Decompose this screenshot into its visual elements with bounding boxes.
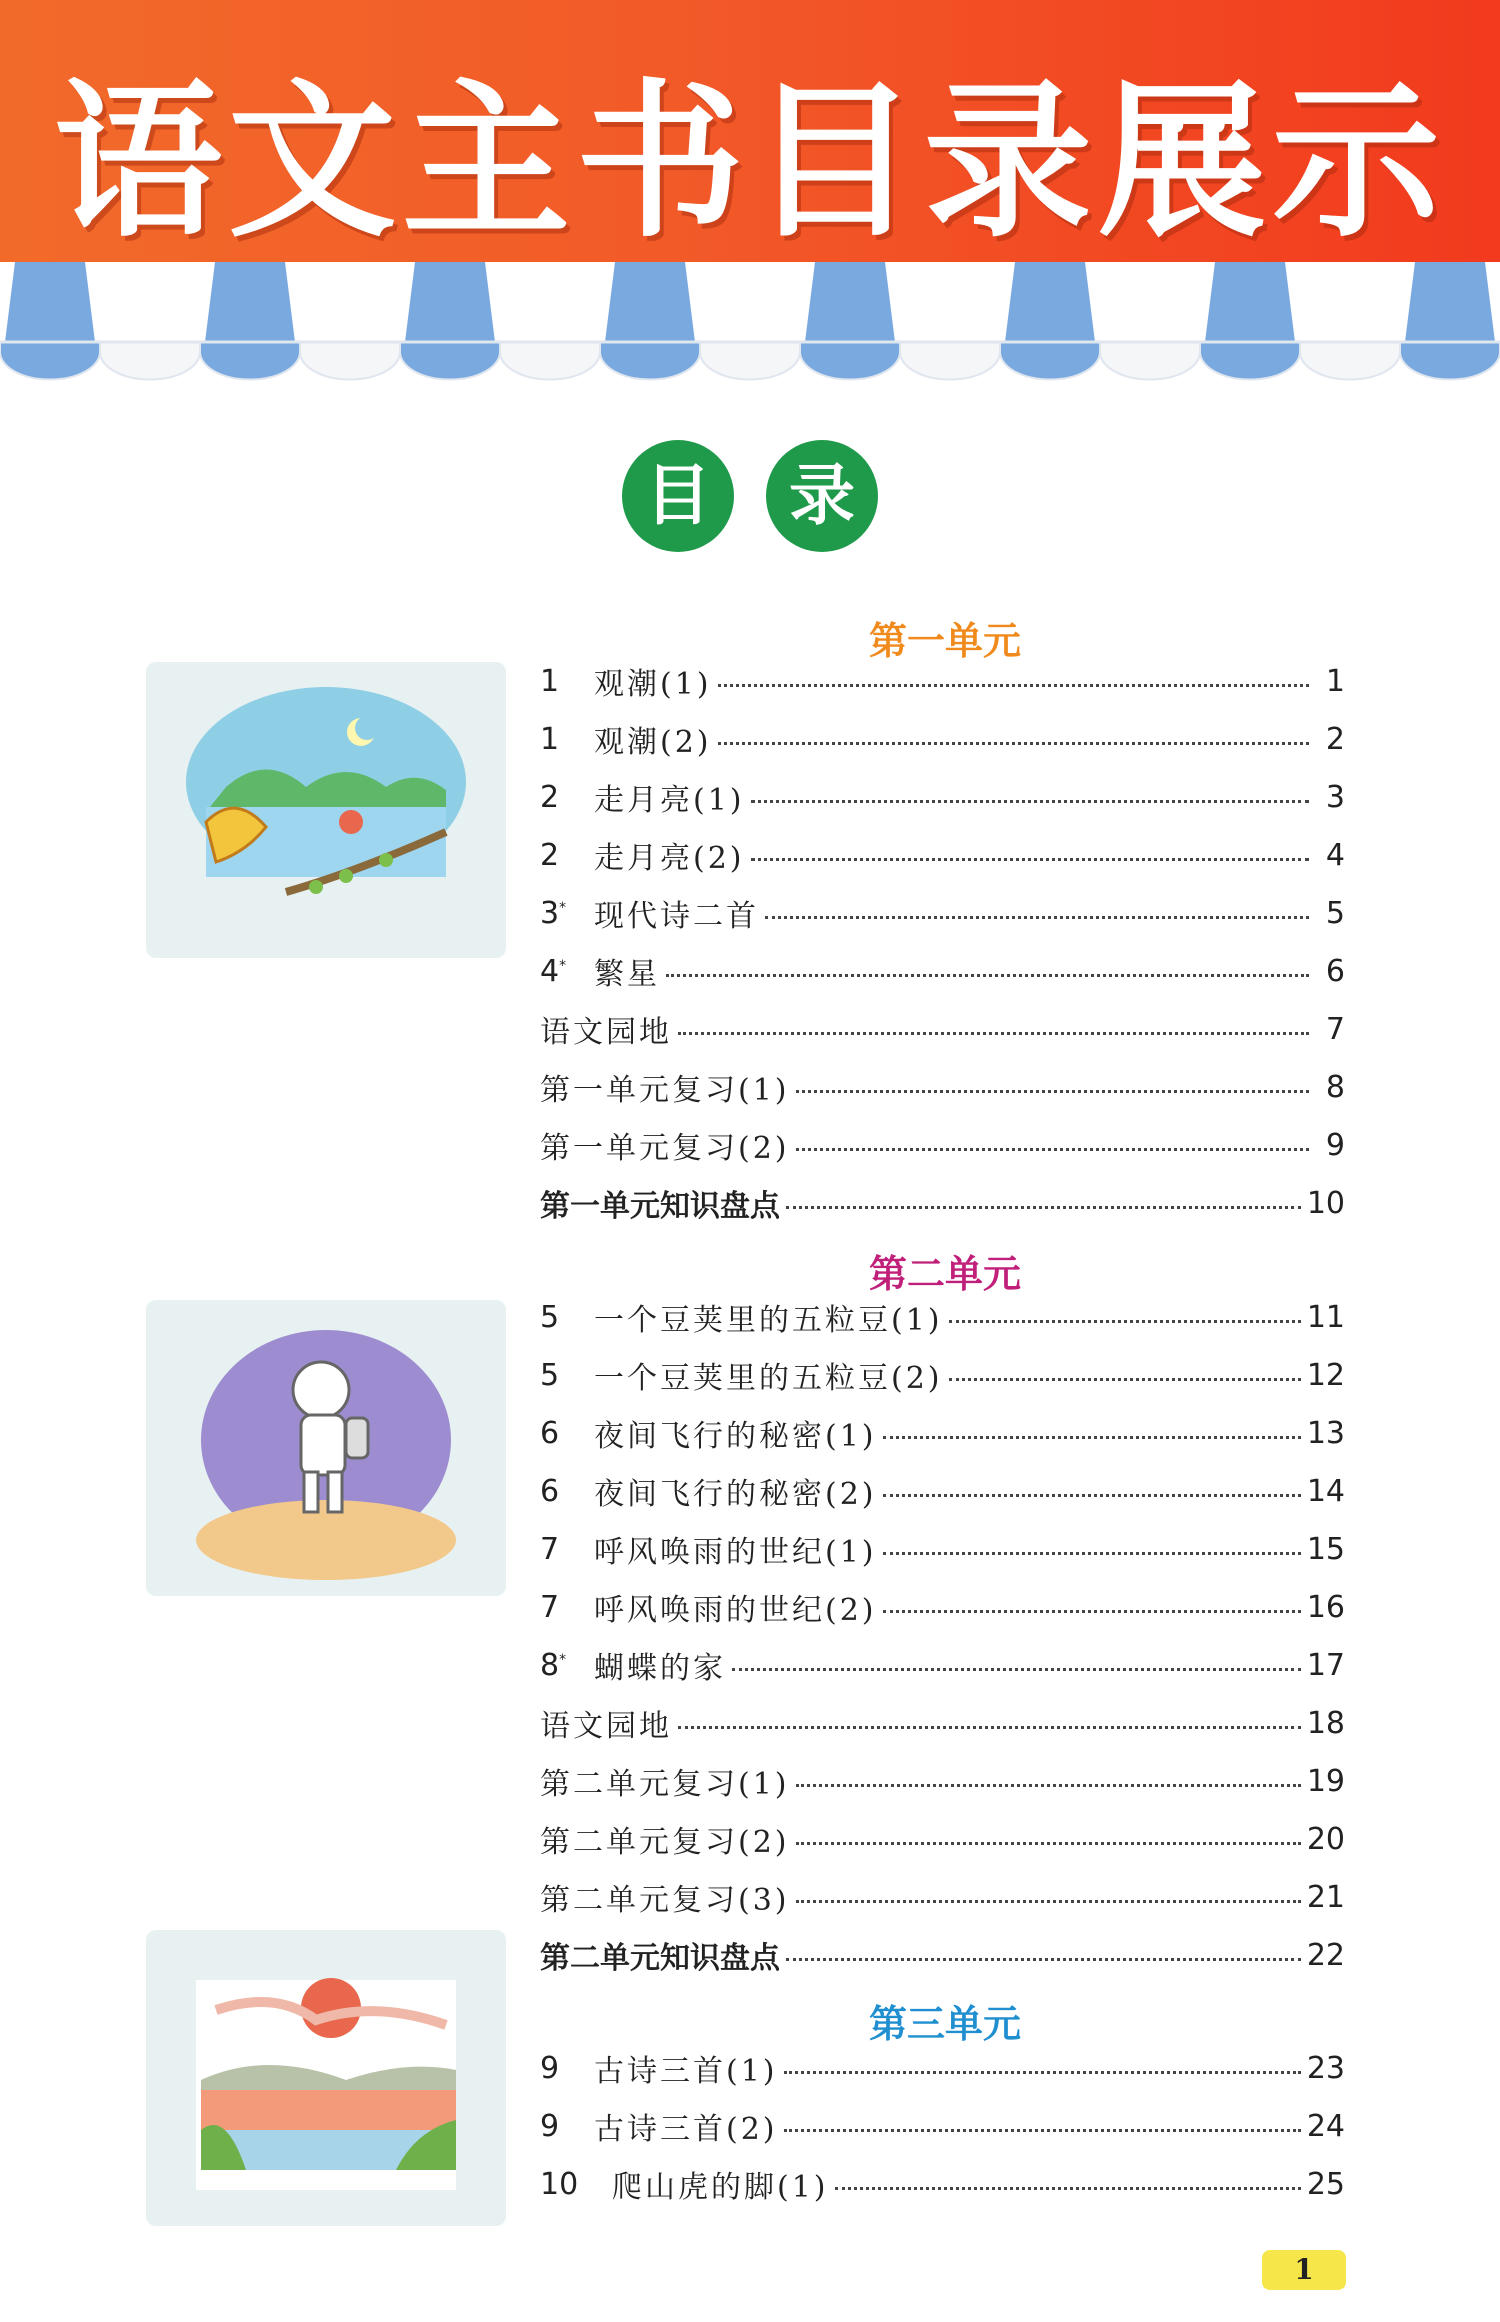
toc-entry-title: 呼风唤雨的世纪(2) — [594, 1593, 877, 1628]
toc-entry-title: 古诗三首(1) — [594, 2054, 778, 2089]
toc-entry[interactable] — [540, 1120, 1345, 1170]
toc-entry-title: 第二单元复习(2) — [540, 1825, 790, 1860]
toc-entry-leader-dots — [718, 684, 1310, 687]
toc-entry[interactable] — [540, 1524, 1345, 1574]
toc-entry-number: 7 — [540, 1531, 560, 1567]
toc-entry-leader-dots — [765, 916, 1309, 919]
awning-scallop — [0, 342, 100, 380]
toc-entry-number: 2 — [540, 837, 560, 873]
toc-entry[interactable] — [540, 1872, 1345, 1922]
toc-entry-leader-dots — [883, 1436, 1301, 1439]
toc-entry[interactable] — [540, 1350, 1345, 1400]
banner-title: 语文主书目录展示 — [54, 64, 1446, 260]
toc-entry[interactable] — [540, 2159, 1345, 2209]
toc-entry[interactable] — [540, 1466, 1345, 1516]
toc-entry-title: 语文园地 — [540, 1015, 672, 1050]
unit-1-title: 第一单元 — [868, 619, 1021, 663]
toc-entry-leader-dots — [796, 1784, 1301, 1787]
awning-scallop — [1000, 342, 1100, 380]
toc-entry-title: 走月亮(2) — [594, 841, 745, 876]
unit-2-title: 第二单元 — [868, 1252, 1021, 1296]
toc-entry-leader-dots — [751, 858, 1310, 861]
awning-stripe — [1105, 262, 1195, 342]
toc-entry[interactable] — [540, 1292, 1345, 1342]
toc-entry-title: 观潮(1) — [594, 667, 712, 702]
toc-entry[interactable] — [540, 1640, 1345, 1690]
toc-entry-page: 2 — [1325, 721, 1345, 757]
illustration-astronaut — [146, 1300, 506, 1596]
awning-stripe — [805, 262, 895, 342]
toc-entry-page: 20 — [1306, 1821, 1345, 1857]
toc-heading — [620, 438, 880, 554]
awning-scallop — [900, 342, 1000, 380]
awning-stripe — [5, 262, 95, 342]
toc-entry-leader-dots — [796, 1148, 1310, 1151]
toc-entry-page: 5 — [1325, 895, 1345, 931]
toc-entry-title: 第一单元复习(1) — [540, 1073, 790, 1108]
toc-entry-star: * — [559, 1651, 567, 1668]
toc-entry-page: 12 — [1306, 1357, 1345, 1393]
toc-entry-title: 走月亮(1) — [594, 783, 745, 818]
toc-entry-page: 1 — [1325, 663, 1345, 699]
toc-entry-title: 语文园地 — [540, 1709, 672, 1744]
toc-entry-title: 繁星 — [594, 957, 660, 992]
toc-entry[interactable] — [540, 1814, 1345, 1864]
awning-stripe — [405, 262, 495, 342]
toc-entry-number: 1 — [540, 721, 560, 757]
page-number-badge: 1 — [1262, 2250, 1346, 2290]
toc-entry-leader-dots — [883, 1494, 1301, 1497]
toc-entry-number: 10 — [540, 2166, 579, 2202]
toc-entry-number: 4* — [540, 953, 567, 989]
toc-entry-number: 1 — [540, 663, 560, 699]
toc-entry[interactable] — [540, 2101, 1345, 2151]
toc-entry-page: 19 — [1306, 1763, 1345, 1799]
awning-scallop — [300, 342, 400, 380]
toc-entry-page: 9 — [1325, 1127, 1345, 1163]
toc-entry[interactable] — [540, 888, 1345, 938]
toc-entry-title: 观潮(2) — [594, 725, 712, 760]
toc-entry-page: 4 — [1325, 837, 1345, 873]
toc-entry-leader-dots — [732, 1668, 1301, 1671]
toc-entry-title: 第二单元知识盘点 — [540, 1941, 780, 1976]
toc-entry-title: 现代诗二首 — [594, 899, 759, 934]
toc-entry-title: 一个豆荚里的五粒豆(2) — [594, 1361, 943, 1396]
toc-entry-leader-dots — [786, 1958, 1301, 1961]
toc-entry[interactable] — [540, 1004, 1345, 1054]
toc-entry-leader-dots — [784, 2071, 1301, 2074]
toc-entry-page: 11 — [1306, 1299, 1345, 1335]
awning-stripe — [205, 262, 295, 342]
toc-entry-page: 15 — [1306, 1531, 1345, 1567]
toc-entry-title: 蝴蝶的家 — [594, 1651, 726, 1686]
awning-scallop — [700, 342, 800, 380]
toc-entry-page: 7 — [1325, 1011, 1345, 1047]
illustration-bird-lake — [146, 662, 506, 958]
toc-entry-number: 6 — [540, 1415, 560, 1451]
awning-scallop — [800, 342, 900, 380]
toc-entry[interactable] — [540, 1698, 1345, 1748]
toc-entry-star: * — [559, 899, 567, 916]
toc-entry-leader-dots — [666, 974, 1309, 977]
toc-entry-page: 14 — [1306, 1473, 1345, 1509]
toc-entry[interactable] — [540, 714, 1345, 764]
toc-entry-star: * — [559, 957, 567, 974]
awning-scallop — [1300, 342, 1400, 380]
toc-entry-title: 第二单元复习(3) — [540, 1883, 790, 1918]
toc-entry-number: 9 — [540, 2108, 560, 2144]
awning-scallop — [500, 342, 600, 380]
toc-entry-title: 第二单元复习(1) — [540, 1767, 790, 1802]
toc-entry-leader-dots — [718, 742, 1310, 745]
unit-3-title: 第三单元 — [868, 2002, 1021, 2046]
toc-entry-number: 8* — [540, 1647, 567, 1683]
toc-entry-leader-dots — [796, 1090, 1310, 1093]
awning-stripe — [1005, 262, 1095, 342]
toc-entry-number: 3* — [540, 895, 567, 931]
toc-entry-page: 18 — [1306, 1705, 1345, 1741]
toc-entry[interactable] — [540, 1756, 1345, 1806]
toc-entry-leader-dots — [949, 1378, 1301, 1381]
awning-scallop — [600, 342, 700, 380]
toc-entry-leader-dots — [678, 1726, 1301, 1729]
toc-entry[interactable] — [540, 2043, 1345, 2093]
awning-stripe — [605, 262, 695, 342]
toc-entry-number: 5 — [540, 1299, 560, 1335]
awning-stripe — [1405, 262, 1495, 342]
toc-entry-title: 古诗三首(2) — [594, 2112, 778, 2147]
toc-entry-page: 13 — [1306, 1415, 1345, 1451]
awning-decoration — [0, 262, 1500, 442]
awning-stripe — [1305, 262, 1395, 342]
toc-entry-leader-dots — [796, 1900, 1301, 1903]
toc-entry-page: 16 — [1306, 1589, 1345, 1625]
awning-stripe — [1205, 262, 1295, 342]
awning-stripe — [705, 262, 795, 342]
toc-entry-title: 呼风唤雨的世纪(1) — [594, 1535, 877, 1570]
toc-entry-page: 10 — [1306, 1185, 1345, 1221]
awning-stripe — [905, 262, 995, 342]
toc-entry-leader-dots — [786, 1206, 1301, 1209]
toc-entry-leader-dots — [949, 1320, 1301, 1323]
toc-entry-leader-dots — [784, 2129, 1301, 2132]
awning-scallop — [400, 342, 500, 380]
toc-entry[interactable] — [540, 1062, 1345, 1112]
awning-scallop — [1100, 342, 1200, 380]
toc-entry[interactable] — [540, 1930, 1345, 1980]
toc-entry[interactable] — [540, 946, 1345, 996]
toc-entry-number: 2 — [540, 779, 560, 815]
awning-scallop — [1200, 342, 1300, 380]
toc-heading-char-1: 目 — [645, 457, 711, 534]
toc-entry-title: 夜间飞行的秘密(1) — [594, 1419, 877, 1454]
title-banner — [0, 0, 1500, 262]
awning-stripe — [505, 262, 595, 342]
toc-entry-page: 3 — [1325, 779, 1345, 815]
awning-scallop — [200, 342, 300, 380]
toc-entry-page: 24 — [1306, 2108, 1345, 2144]
toc-heading-char-2: 录 — [789, 457, 855, 534]
awning-scallop — [100, 342, 200, 380]
illustration-sunset-river — [146, 1930, 506, 2226]
toc-entry[interactable] — [540, 830, 1345, 880]
awning-scallop — [1400, 342, 1500, 380]
toc-entry-leader-dots — [835, 2187, 1301, 2190]
toc-entry-page: 6 — [1325, 953, 1345, 989]
toc-entry-page: 23 — [1306, 2050, 1345, 2086]
toc-entry-title: 夜间飞行的秘密(2) — [594, 1477, 877, 1512]
toc-entry[interactable] — [540, 656, 1345, 706]
awning-stripe — [305, 262, 395, 342]
toc-entry-leader-dots — [883, 1552, 1301, 1555]
toc-entry-title: 爬山虎的脚(1) — [612, 2170, 829, 2205]
toc-entry-title: 一个豆荚里的五粒豆(1) — [594, 1303, 943, 1338]
toc-entry[interactable] — [540, 1582, 1345, 1632]
awning-stripe — [105, 262, 195, 342]
toc-entry[interactable] — [540, 772, 1345, 822]
toc-entry-page: 8 — [1325, 1069, 1345, 1105]
toc-entry-number: 6 — [540, 1473, 560, 1509]
toc-entry[interactable] — [540, 1408, 1345, 1458]
toc-entry-page: 22 — [1306, 1937, 1345, 1973]
toc-entry-page: 25 — [1306, 2166, 1345, 2202]
toc-entry-number: 7 — [540, 1589, 560, 1625]
toc-entry-leader-dots — [678, 1032, 1309, 1035]
toc-entry-title: 第一单元知识盘点 — [540, 1189, 780, 1224]
toc-entry-number: 5 — [540, 1357, 560, 1393]
toc-entry-number: 9 — [540, 2050, 560, 2086]
toc-entry-page: 21 — [1306, 1879, 1345, 1915]
toc-entry-page: 17 — [1306, 1647, 1345, 1683]
toc-entry-leader-dots — [883, 1610, 1301, 1613]
toc-entry[interactable] — [540, 1178, 1345, 1228]
toc-entry-leader-dots — [796, 1842, 1301, 1845]
toc-entry-title: 第一单元复习(2) — [540, 1131, 790, 1166]
toc-entry-leader-dots — [751, 800, 1310, 803]
